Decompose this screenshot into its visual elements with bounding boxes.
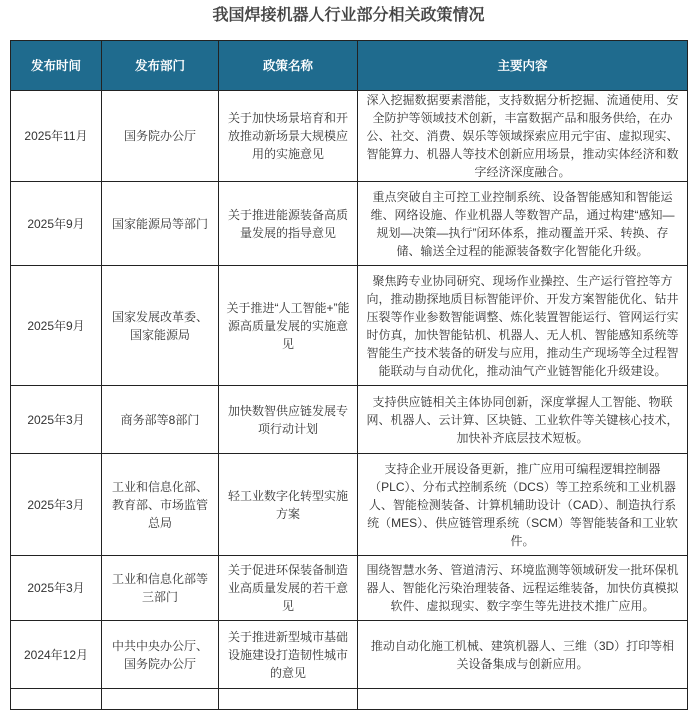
policy-cell: 关于促进环保装备制造业高质量发展的若干意见	[219, 556, 358, 621]
dept-cell: 中共中央办公厅、国务院办公厅	[102, 621, 219, 689]
table-row	[11, 621, 688, 689]
date-cell: 2024年12月	[11, 621, 102, 689]
policy-cell: 轻工业数字化转型实施方案	[219, 454, 358, 556]
content-cell: 深入挖掘数据要素潜能，支持数据分析挖掘、流通使用、安全防护等领域技术创新，丰富数据产品和服务供给，在办公、社交、消费、娱乐等领域探索应用元宇宙、虚拟现实、智能算力、机器人等技术创新应用场景，推动实体经济和数字经济深度融合。	[358, 91, 688, 182]
dept-cell: 工业和信息化部、教育部、市场监管总局	[102, 454, 219, 556]
policy-cell: 加快数智供应链发展专项行动计划	[219, 386, 358, 454]
empty-cell	[102, 689, 219, 710]
content-cell: 支持供应链相关主体协同创新，深度掌握人工智能、物联网、机器人、云计算、区块链、工业软件等关键核心技术，加快补齐底层技术短板。	[358, 386, 688, 454]
policy-cell: 关于推进能源装备高质量发展的指导意见	[219, 182, 358, 266]
column-header-dept: 发布部门	[102, 41, 219, 91]
table-row	[11, 266, 688, 386]
table-row	[11, 556, 688, 621]
column-header-content: 主要内容	[358, 41, 688, 91]
table-row	[11, 386, 688, 454]
date-cell: 2025年3月	[11, 556, 102, 621]
dept-cell: 工业和信息化部等三部门	[102, 556, 219, 621]
dept-cell: 国家发展改革委、国家能源局	[102, 266, 219, 386]
policy-table	[10, 40, 688, 710]
table-row-partial	[11, 689, 688, 710]
policy-cell: 关于推进新型城市基础设施建设打造韧性城市的意见	[219, 621, 358, 689]
content-cell: 推动自动化施工机械、建筑机器人、三维（3D）打印等相关设备集成与创新应用。	[358, 621, 688, 689]
table-header	[11, 41, 688, 91]
table-row	[11, 91, 688, 182]
content-cell: 重点突破自主可控工业控制系统、设备智能感知和智能运维、网络设施、作业机器人等数智产品，通过构建“感知—规划—决策—执行”闭环体系，推动覆盖开采、转换、存储、输送全过程的能源装备数字化智能化升级。	[358, 182, 688, 266]
date-cell: 2025年9月	[11, 182, 102, 266]
empty-cell	[11, 689, 102, 710]
content-cell: 围绕智慧水务、管道清污、环境监测等领域研发一批环保机器人、智能化污染治理装备、远程运维装备，加快仿真模拟软件、虚拟现实、数字孪生等先进技术推广应用。	[358, 556, 688, 621]
date-cell: 2025年11月	[11, 91, 102, 182]
content-cell: 聚焦跨专业协同研究、现场作业操控、生产运行管控等方向，推动勘探地质目标智能评价、开发方案智能优化、钻井压裂等作业参数智能调整、炼化装置智能运行、管网运行实时仿真，加快智能钻机、机器人、无人机、智能感知系统等智能生产技术装备的研发与应用，推动生产现场等全过程智能联动与自动优化，推动油气产业链智能化升级建设。	[358, 266, 688, 386]
empty-cell	[358, 689, 688, 710]
content-cell: 支持企业开展设备更新，推广应用可编程逻辑控制器（PLC）、分布式控制系统（DCS）等工控系统和工业机器人、智能检测装备、计算机辅助设计（CAD）、制造执行系统（MES）、供应链管理系统（SCM）等智能装备和工业软件。	[358, 454, 688, 556]
column-header-policy: 政策名称	[219, 41, 358, 91]
dept-cell: 国家能源局等部门	[102, 182, 219, 266]
table-row	[11, 182, 688, 266]
table-row	[11, 454, 688, 556]
dept-cell: 国务院办公厅	[102, 91, 219, 182]
date-cell: 2025年9月	[11, 266, 102, 386]
page-title: 我国焊接机器人行业部分相关政策情况	[212, 7, 485, 24]
dept-cell: 商务部等8部门	[102, 386, 219, 454]
date-cell: 2025年3月	[11, 454, 102, 556]
empty-cell	[219, 689, 358, 710]
date-cell: 2025年3月	[11, 386, 102, 454]
policy-cell: 关于加快场景培育和开放推动新场景大规模应用的实施意见	[219, 91, 358, 182]
column-header-date: 发布时间	[11, 41, 102, 91]
policy-cell: 关于推进“人工智能+”能源高质量发展的实施意见	[219, 266, 358, 386]
